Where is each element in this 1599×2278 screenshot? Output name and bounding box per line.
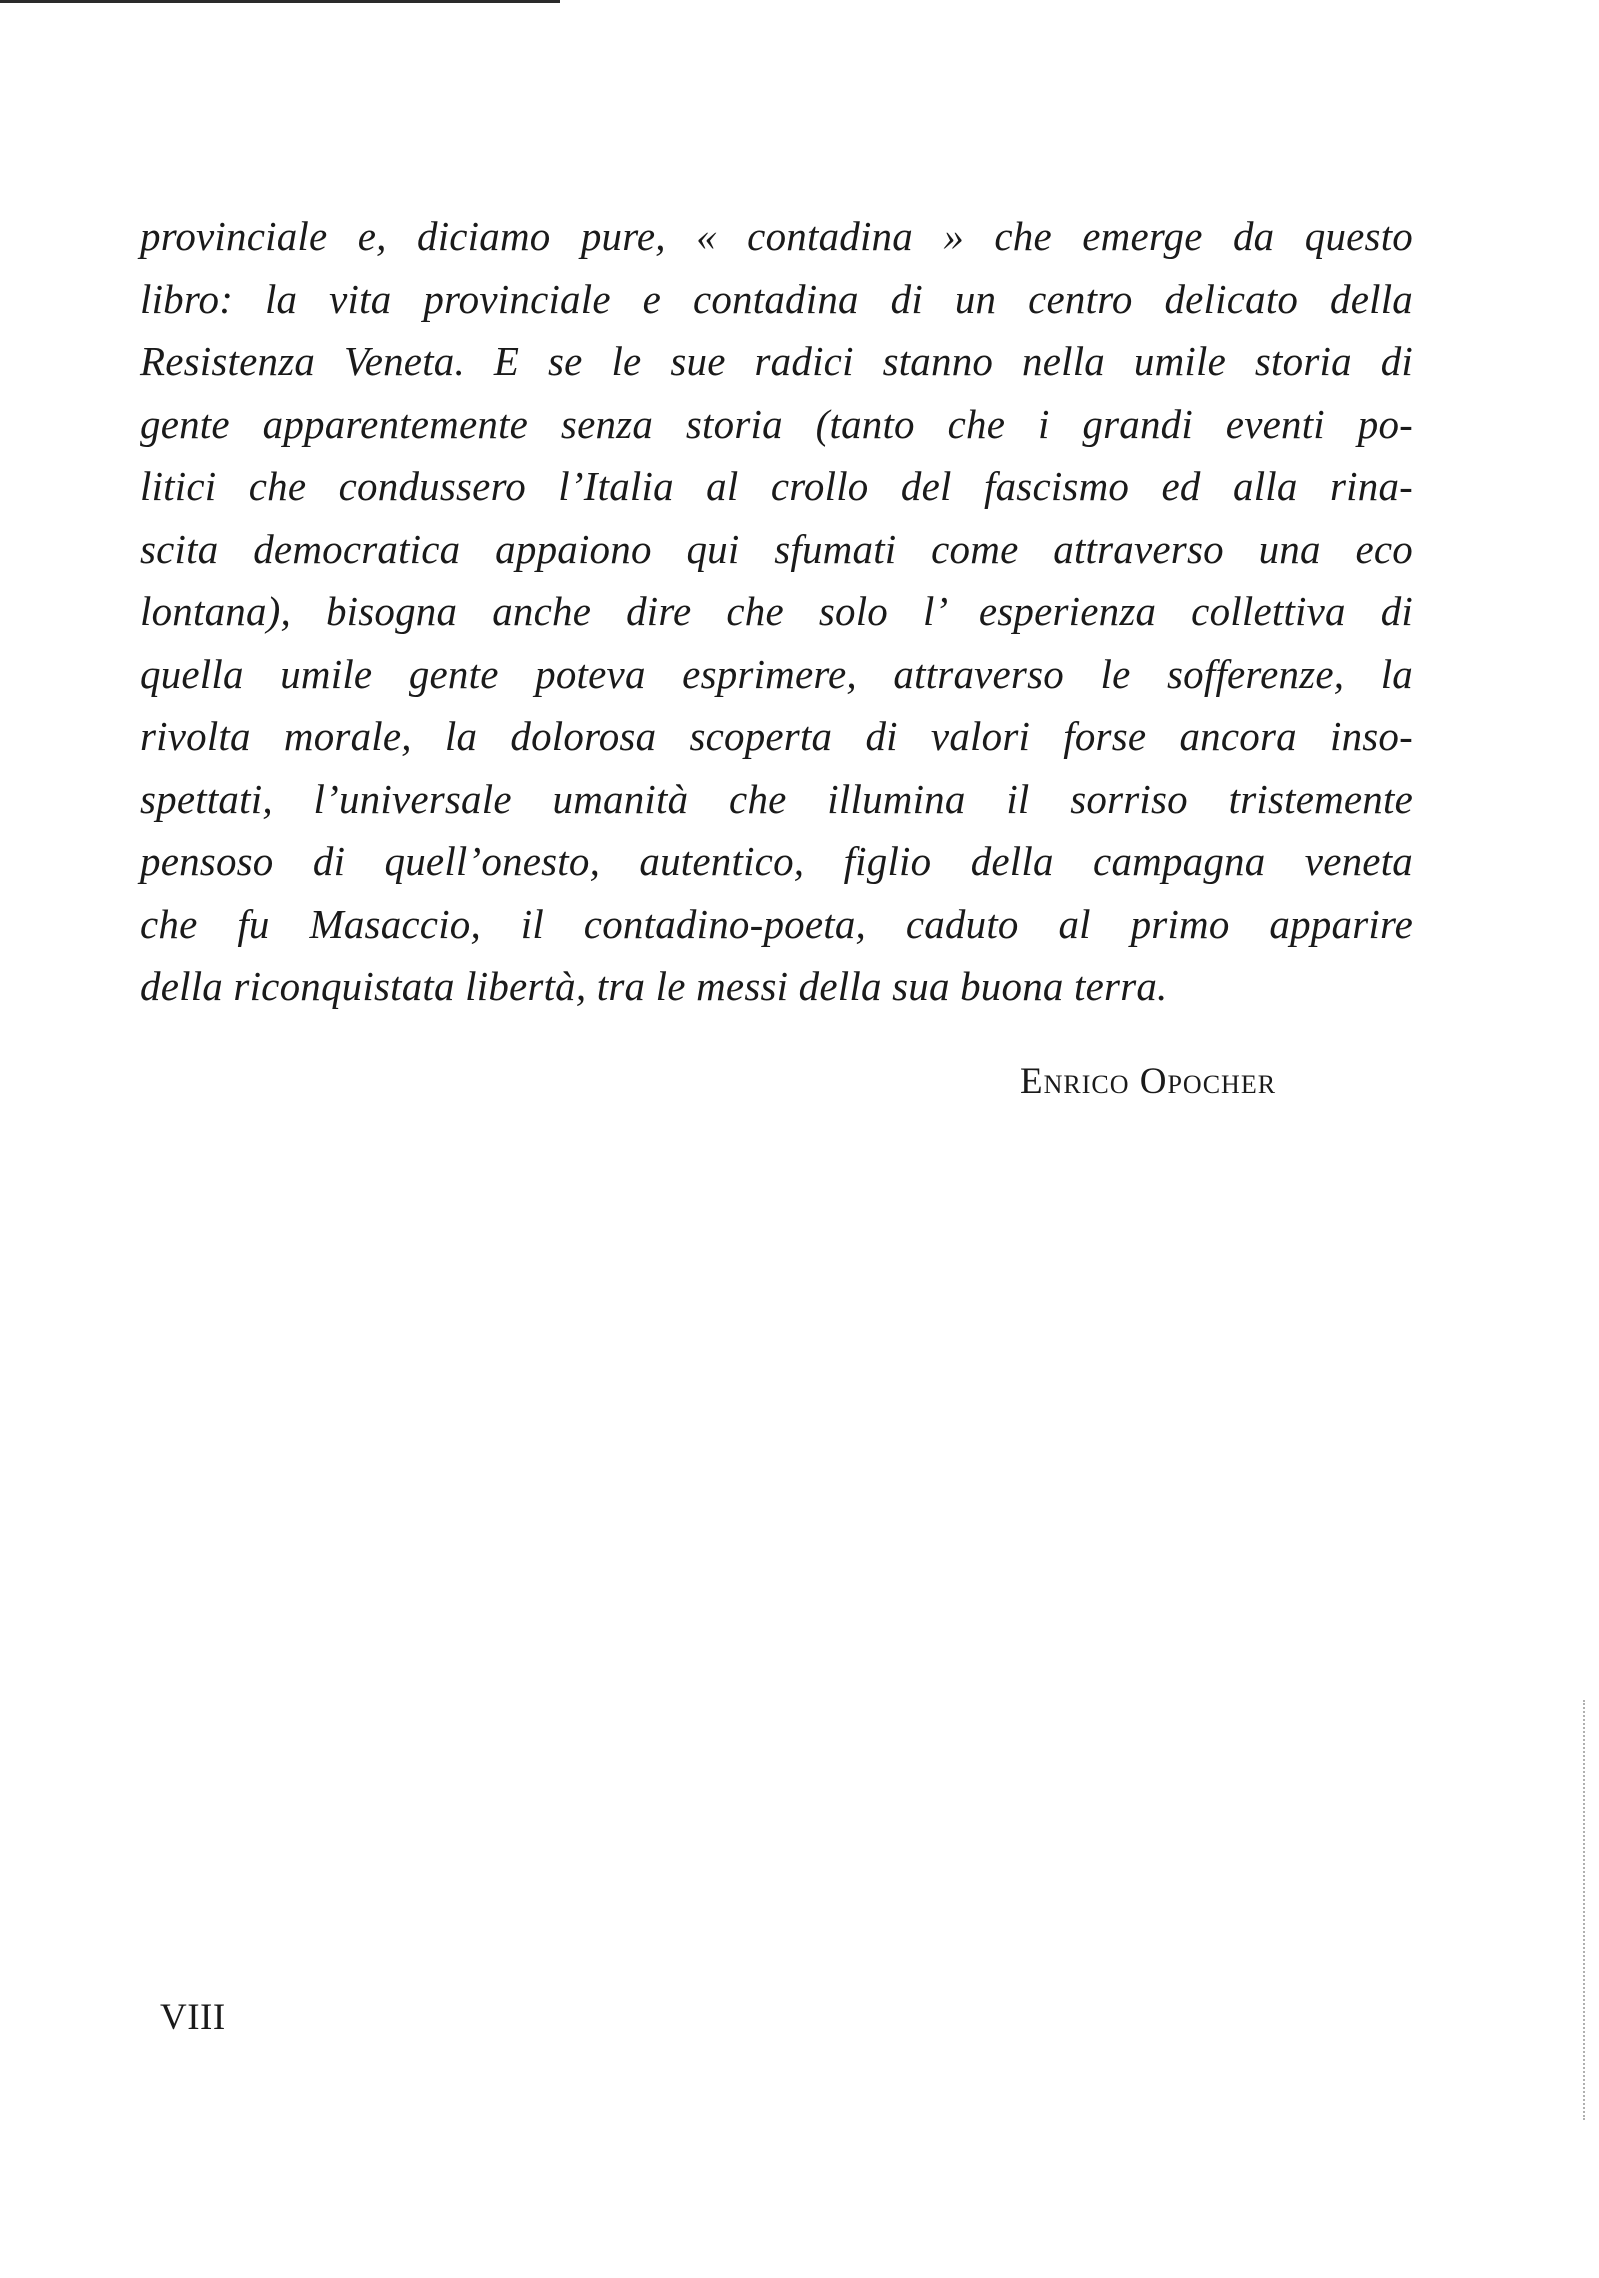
paragraph-line: pensoso di quell’onesto, autentico, figlio della campagna veneta (140, 838, 1413, 884)
paragraph-line: gente apparentemente senza storia (tanto che i grandi eventi po- (140, 400, 1413, 447)
paragraph-line: che fu Masaccio, il contadino-poeta, caduto al primo apparire (140, 900, 1413, 947)
top-rule (0, 0, 560, 3)
paragraph-line: litici che condussero l’Italia al crollo del fascismo ed alla rina- (140, 463, 1413, 509)
scan-edge-mark (1581, 1700, 1585, 2120)
body-paragraph (140, 205, 1413, 1018)
page-number: VIII (160, 1997, 226, 2038)
paragraph-line: scita democratica appaiono qui sfumati come attraverso una eco (140, 525, 1413, 572)
paragraph-line: libro: la vita provinciale e contadina di un centro delicato della (140, 275, 1413, 322)
paragraph-line: quella umile gente poteva esprimere, attraverso le sofferenze, la (140, 650, 1413, 697)
paragraph-line: provinciale e, diciamo pure, « contadina » che emerge da questo (140, 213, 1413, 259)
paragraph-line: della riconquistata libertà, tra le messi della sua buona terra. (140, 963, 1168, 1009)
author-signature: Enrico Opocher (1020, 1061, 1277, 1102)
paragraph-line: spettati, l’universale umanità che illumina il sorriso tristemente (140, 775, 1413, 822)
paragraph-line: rivolta morale, la dolorosa scoperta di valori forse ancora inso- (140, 713, 1413, 759)
paragraph-line: lontana), bisogna anche dire che solo l’ esperienza collettiva di (140, 588, 1413, 634)
paragraph-line: Resistenza Veneta. E se le sue radici stanno nella umile storia di (140, 338, 1413, 384)
